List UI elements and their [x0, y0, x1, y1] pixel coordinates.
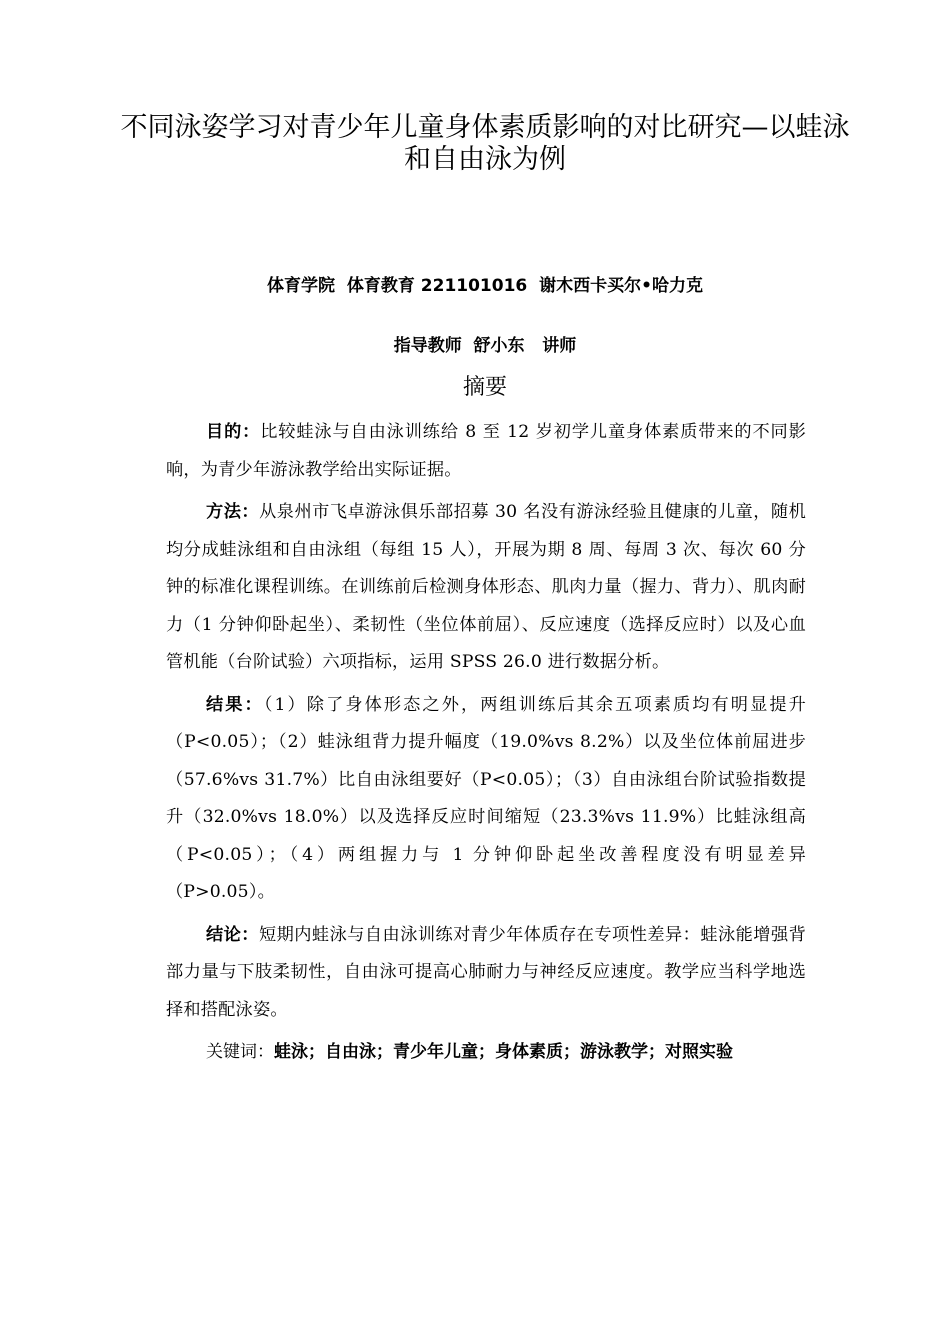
results-label: 结果：: [206, 694, 264, 715]
keywords-label: 关键词：: [206, 1042, 274, 1062]
conclusion-text: 短期内蛙泳与自由泳训练对青少年体质存在专项性差异：蛙泳能增强背部力量与下肢柔韧性，自由泳可提高心肺耐力与神经反应速度。教学应当科学地选择和搭配泳姿。: [166, 924, 806, 1020]
abstract-heading: 摘要: [462, 375, 507, 400]
abstract-methods: [166, 494, 806, 682]
conclusion-label: 结论：: [206, 924, 259, 945]
objective-text: 比较蛙泳与自由泳训练给 8 至 12 岁初学儿童身体素质带来的不同影响，为青少年游泳教学给出实际证据。: [166, 422, 806, 480]
abstract-results: [166, 687, 806, 912]
objective-label: 目的：: [206, 422, 261, 442]
methods-label: 方法：: [206, 502, 260, 522]
methods-text: 从泉州市飞卓游泳俱乐部招募 30 名没有游泳经验且健康的儿童，随机均分成蛙泳组和自由泳组（每组 15 人），开展为期 8 周、每周 3 次、每次 60 分钟的标准化课程训练。在训练前后检测身体形态、肌肉力量（握力、背力）、肌肉耐力（1 分钟仰卧起坐）、柔韧性（坐位体前屈）、反应速度（选择反应时）以及心血管机能（台阶试验）六项指标，运用 SPSS 26.0 进行数据分析。: [166, 502, 806, 672]
paper-title: 不同泳姿学习对青少年儿童身体素质影响的对比研究—以蛙泳和自由泳为例: [120, 112, 850, 175]
keywords-text: 蛙泳；自由泳；青少年儿童；身体素质；游泳教学；对照实验: [274, 1042, 733, 1062]
abstract-objective: [166, 414, 806, 489]
abstract-body: [166, 414, 806, 1071]
abstract-conclusion: [166, 917, 806, 1030]
author-line: 体育学院 体育教育 221101016 谢木西卡买尔•哈力克: [267, 276, 703, 296]
advisor-line: 指导教师 舒小东 讲师: [393, 336, 577, 356]
results-text: （1）除了身体形态之外，两组训练后其余五项素质均有明显提升（P<0.05）；（2）蛙泳组背力提升幅度（19.0%vs 8.2%）以及坐位体前屈进步（57.6%vs 31.7%）比自由泳组要好（P<0.05）；（3）自由泳组台阶试验指数提升（32.0%vs 18.0%）以及选择反应时间缩短（23.3%vs 11.9%）比蛙泳组高（P<0.05）；（4）两组握力与 1 分钟仰卧起坐改善程度没有明显差异（P>0.05）。: [166, 694, 806, 902]
keywords-line: [166, 1034, 806, 1071]
